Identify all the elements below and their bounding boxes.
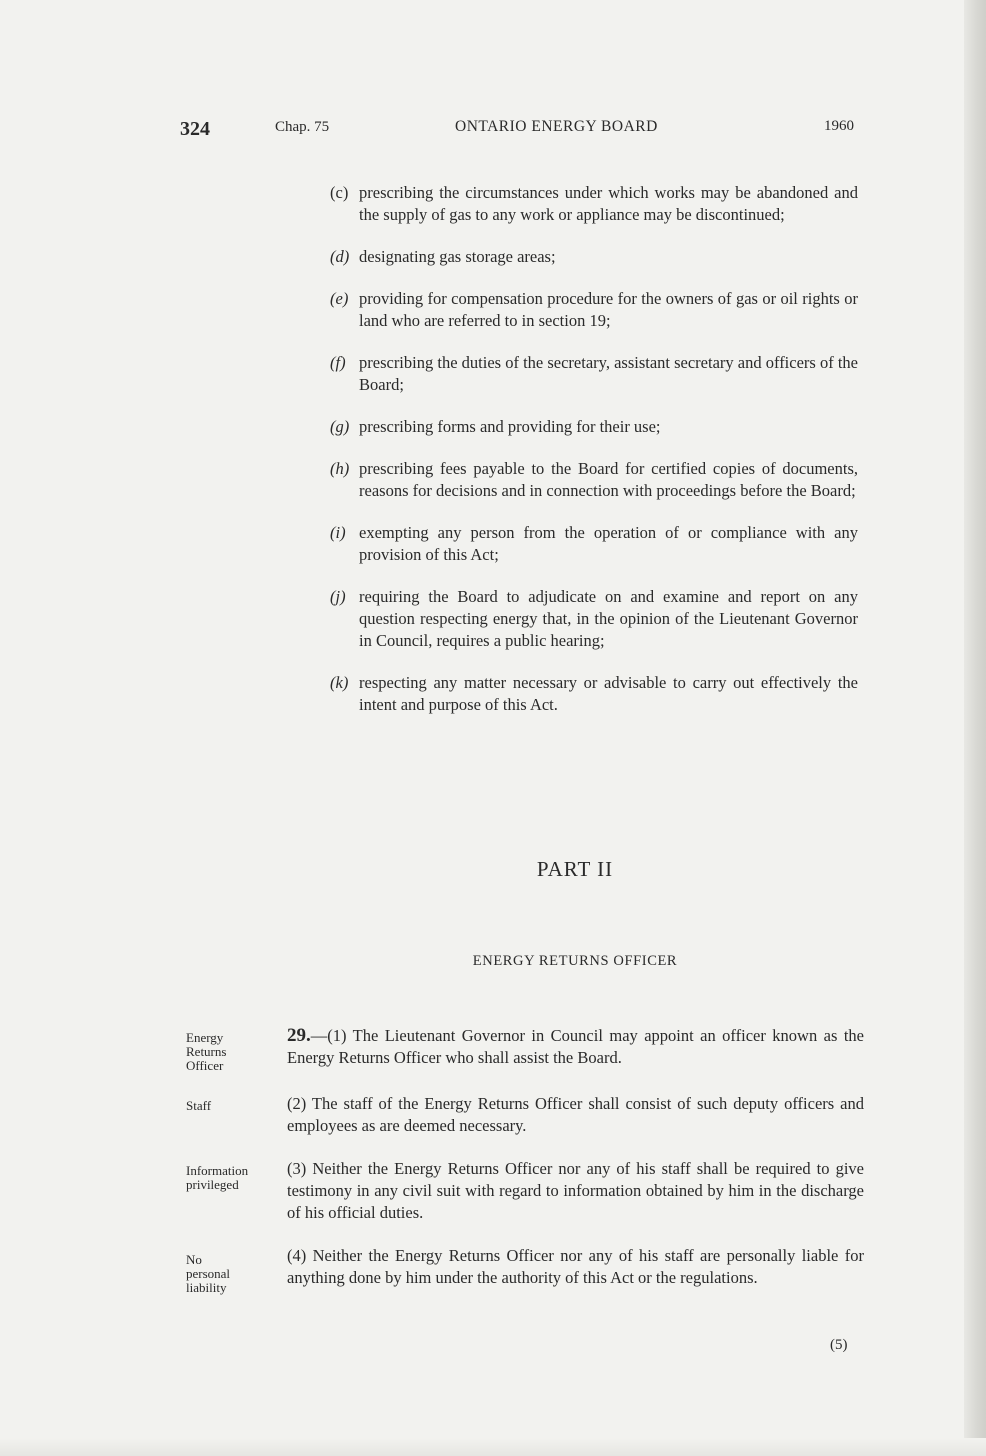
page-number: 324 (180, 118, 210, 140)
clause-text: prescribing forms and providing for their use; (359, 417, 661, 436)
margin-note-line: privileged (186, 1177, 239, 1192)
clause-f (330, 352, 858, 396)
clause-g (330, 416, 858, 438)
clause-e (330, 288, 858, 332)
section-body: (4) Neither the Energy Returns Officer nor any of his staff are personally liable for anything done by him under the authority of this Act or the regulations. (287, 1246, 864, 1287)
clause-i (330, 522, 858, 566)
margin-note-line: No (186, 1252, 202, 1267)
clause-label: (d) (330, 247, 350, 266)
clause-c (330, 182, 858, 226)
section-body: (3) Neither the Energy Returns Officer nor any of his staff shall be required to give testimony in any civil suit with regard to information obtained by him in the discharge of his official duties. (287, 1159, 864, 1222)
clause-text: requiring the Board to adjudicate on and examine and report on any question respecting energy that, in the opinion of the Lieutenant Governor in Council, requires a public hearing; (359, 587, 858, 650)
clause-label: (f) (330, 353, 346, 372)
margin-note-line: Information (186, 1163, 249, 1178)
clause-label: (i) (330, 523, 346, 542)
clause-text: providing for compensation procedure for the owners of gas or oil rights or land who are referred to in section 19; (359, 289, 858, 330)
margin-note (186, 1099, 278, 1113)
clause-text: exempting any person from the operation of or compliance with any provision of this Act; (359, 523, 858, 564)
margin-note (186, 1164, 278, 1192)
page-bottom-shadow (0, 1438, 986, 1456)
section-text (287, 1158, 864, 1224)
margin-note-line: Returns (186, 1044, 227, 1059)
clause-text: respecting any matter necessary or advisable to carry out effectively the intent and purpose of this Act. (359, 673, 858, 714)
margin-note (186, 1253, 278, 1295)
margin-note (186, 1031, 278, 1073)
running-title: ONTARIO ENERGY BOARD (455, 118, 658, 135)
section-number: 29. (287, 1025, 311, 1046)
clause-label: (j) (330, 587, 346, 606)
year-label: 1960 (824, 118, 854, 134)
clause-k (330, 672, 858, 716)
clause-d (330, 246, 858, 268)
clause-text: prescribing the circumstances under which works may be abandoned and the supply of gas to any work or appliance may be discontinued; (359, 183, 858, 224)
margin-note-line: Staff (186, 1098, 212, 1113)
clause-text: designating gas storage areas; (359, 247, 556, 266)
clause-list (330, 182, 858, 736)
clause-text: prescribing the duties of the secretary, assistant secretary and officers of the Board; (359, 353, 858, 394)
running-header (180, 114, 860, 144)
section-text (287, 1093, 864, 1137)
page-edge-shadow (964, 0, 986, 1456)
section-body: (2) The staff of the Energy Returns Officer shall consist of such deputy officers and employees as are deemed necessary. (287, 1094, 864, 1135)
margin-note-line: Energy (186, 1030, 224, 1045)
part-heading: PART II (536, 857, 614, 881)
clause-label: (g) (330, 417, 350, 436)
clause-label: (h) (330, 459, 350, 478)
section-text (287, 1025, 864, 1069)
part-subheading: ENERGY RETURNS OFFICER (472, 953, 678, 969)
margin-note-line: liability (186, 1280, 227, 1295)
clause-label: (k) (330, 673, 349, 692)
section-body: —(1) The Lieutenant Governor in Council may appoint an officer known as the Energy Returns Officer who shall assist the Board. (287, 1026, 864, 1067)
signature-mark: (5) (830, 1337, 848, 1353)
clause-j (330, 586, 858, 652)
section-text (287, 1245, 864, 1289)
margin-note-line: personal (186, 1266, 231, 1281)
clause-label: (c) (330, 183, 349, 202)
chapter-label: Chap. 75 (275, 119, 330, 135)
clause-label: (e) (330, 289, 349, 308)
clause-h (330, 458, 858, 502)
margin-note-line: Officer (186, 1058, 224, 1073)
clause-text: prescribing fees payable to the Board for certified copies of documents, reasons for decisions and in connection with proceedings before the Board; (359, 459, 858, 500)
